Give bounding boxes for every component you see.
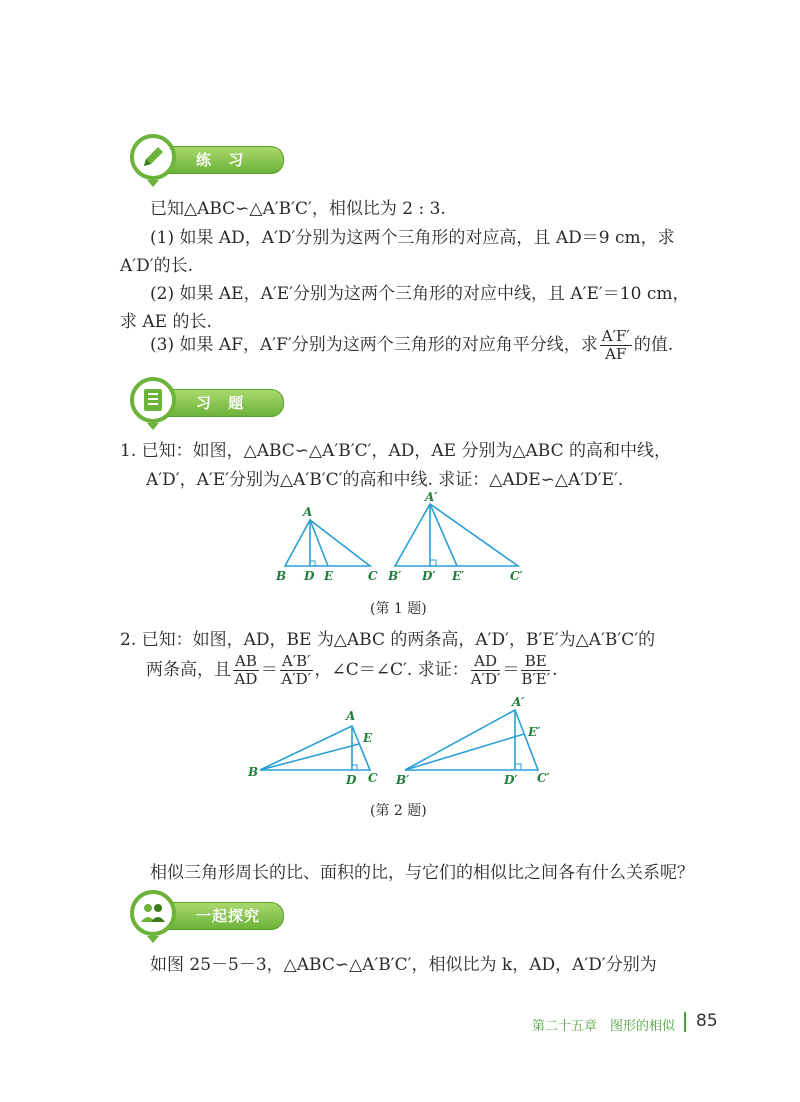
fig2-label-A-prime: A′ — [512, 695, 525, 709]
fig1-label-A-prime: A′ — [425, 490, 438, 504]
figure-2-caption: (第 2 题) — [370, 803, 427, 819]
fig2-label-D: D — [346, 773, 357, 787]
fig2-label-C: C — [368, 771, 378, 785]
fraction-be-ratio: $\frac{BE}{B'E'}$ — [521, 652, 551, 688]
chapter-footer: 第二十五章 图形的相似 — [532, 1019, 676, 1034]
fraction-ad-ratio: $\frac{AD}{A'D'}$ — [470, 652, 501, 688]
exercises-banner — [112, 383, 284, 427]
fig2-label-B: B — [248, 765, 259, 779]
fig1-label-B: B — [276, 569, 287, 583]
fig1-left-triangle — [285, 520, 370, 566]
fraction-ab-ad-prime: $\frac{A'B'}{A'D'}$ — [281, 652, 312, 688]
page-number: 85 — [696, 1011, 718, 1031]
figure-2 — [240, 694, 570, 790]
similarity-question: 相似三角形周长的比、面积的比，与它们的相似比之间各有什么关系呢？ — [150, 863, 694, 883]
fig1-label-D: D — [304, 569, 315, 583]
fig2-right-triangle — [405, 710, 538, 770]
fraction-af: $\frac{A'F'}{AF}$ — [601, 327, 630, 363]
fig1-label-E: E — [324, 569, 334, 583]
exercise-2-line1: 2. 已知：如图，AD，BE 为△ABC 的两条高，A′D′，B′E′为△A′B′C′的 — [120, 630, 656, 650]
practice-q2-line1: (2) 如果 AE，A′E′分别为这两个三角形的对应中线，且 A′E′＝10 cm， — [150, 284, 690, 304]
fig2-label-E: E — [363, 731, 373, 745]
footer-divider — [684, 1012, 686, 1032]
fraction-ab-ad: $\frac{AB}{AD}$ — [234, 652, 258, 688]
practice-q2-line2: 求 AE 的长. — [120, 312, 212, 332]
exercise-1-line1: 1. 已知：如图，△ABC∽△A′B′C′，AD，AE 分别为△ABC 的高和中线， — [120, 441, 672, 461]
exercises-title: 习 题 — [196, 394, 250, 412]
figure-1-caption: (第 1 题) — [370, 601, 427, 617]
exercise-2-line2: 两条高，且 $\frac{AB}{AD}$ ＝ $\frac{A'B'}{A'D'}$ ，∠C＝∠C′. 求证： $\frac{AD}{A'D'}$ ＝ $\frac{BE}{B'E'}$ . — [146, 652, 558, 688]
exercise-1-line2: A′D′，A′E′分别为△A′B′C′的高和中线. 求证：△ADE∽△A′D′E′. — [146, 470, 624, 490]
fig2-label-C-prime: C′ — [537, 771, 550, 785]
notebook-icon — [130, 377, 176, 423]
fig2-left-triangle — [260, 726, 370, 770]
pencil-icon — [130, 134, 176, 180]
fig1-label-E-prime: E′ — [452, 569, 465, 583]
fig1-label-D-prime: D′ — [422, 569, 436, 583]
practice-banner — [112, 140, 284, 184]
practice-intro: 已知△ABC∽△A′B′C′，相似比为 2 : 3. — [150, 199, 446, 219]
fig2-label-E-prime: E′ — [528, 725, 541, 739]
figure-1 — [270, 488, 550, 588]
fig1-label-B-prime: B′ — [388, 569, 402, 583]
practice-q1-line2: A′D′的长. — [120, 256, 194, 276]
explore-text: 如图 25－5－3，△ABC∽△A′B′C′，相似比为 k，AD，A′D′分别为 — [150, 955, 657, 975]
fig2-label-B-prime: B′ — [396, 773, 410, 787]
fig1-label-A: A — [303, 505, 313, 519]
explore-banner — [112, 896, 284, 940]
fig2-left-altitude-BE — [260, 744, 359, 770]
fig1-label-C: C — [368, 569, 378, 583]
fig2-right-altitude-BE — [405, 734, 524, 770]
explore-title: 一起探究 — [196, 907, 261, 925]
practice-q1-line1: (1) 如果 AD，A′D′分别为这两个三角形的对应高，且 AD＝9 cm，求 — [150, 228, 675, 248]
fig1-right-triangle — [395, 504, 518, 566]
fig2-label-A: A — [346, 709, 356, 723]
fig2-label-D-prime: D′ — [504, 773, 518, 787]
practice-q3: (3) 如果 AF，A′F′分别为这两个三角形的对应角平分线，求 $\frac{A'F'}{AF}$ 的值. — [150, 327, 674, 363]
practice-title: 练 习 — [196, 151, 250, 169]
fig1-label-C-prime: C′ — [510, 569, 523, 583]
people-icon — [130, 890, 176, 936]
